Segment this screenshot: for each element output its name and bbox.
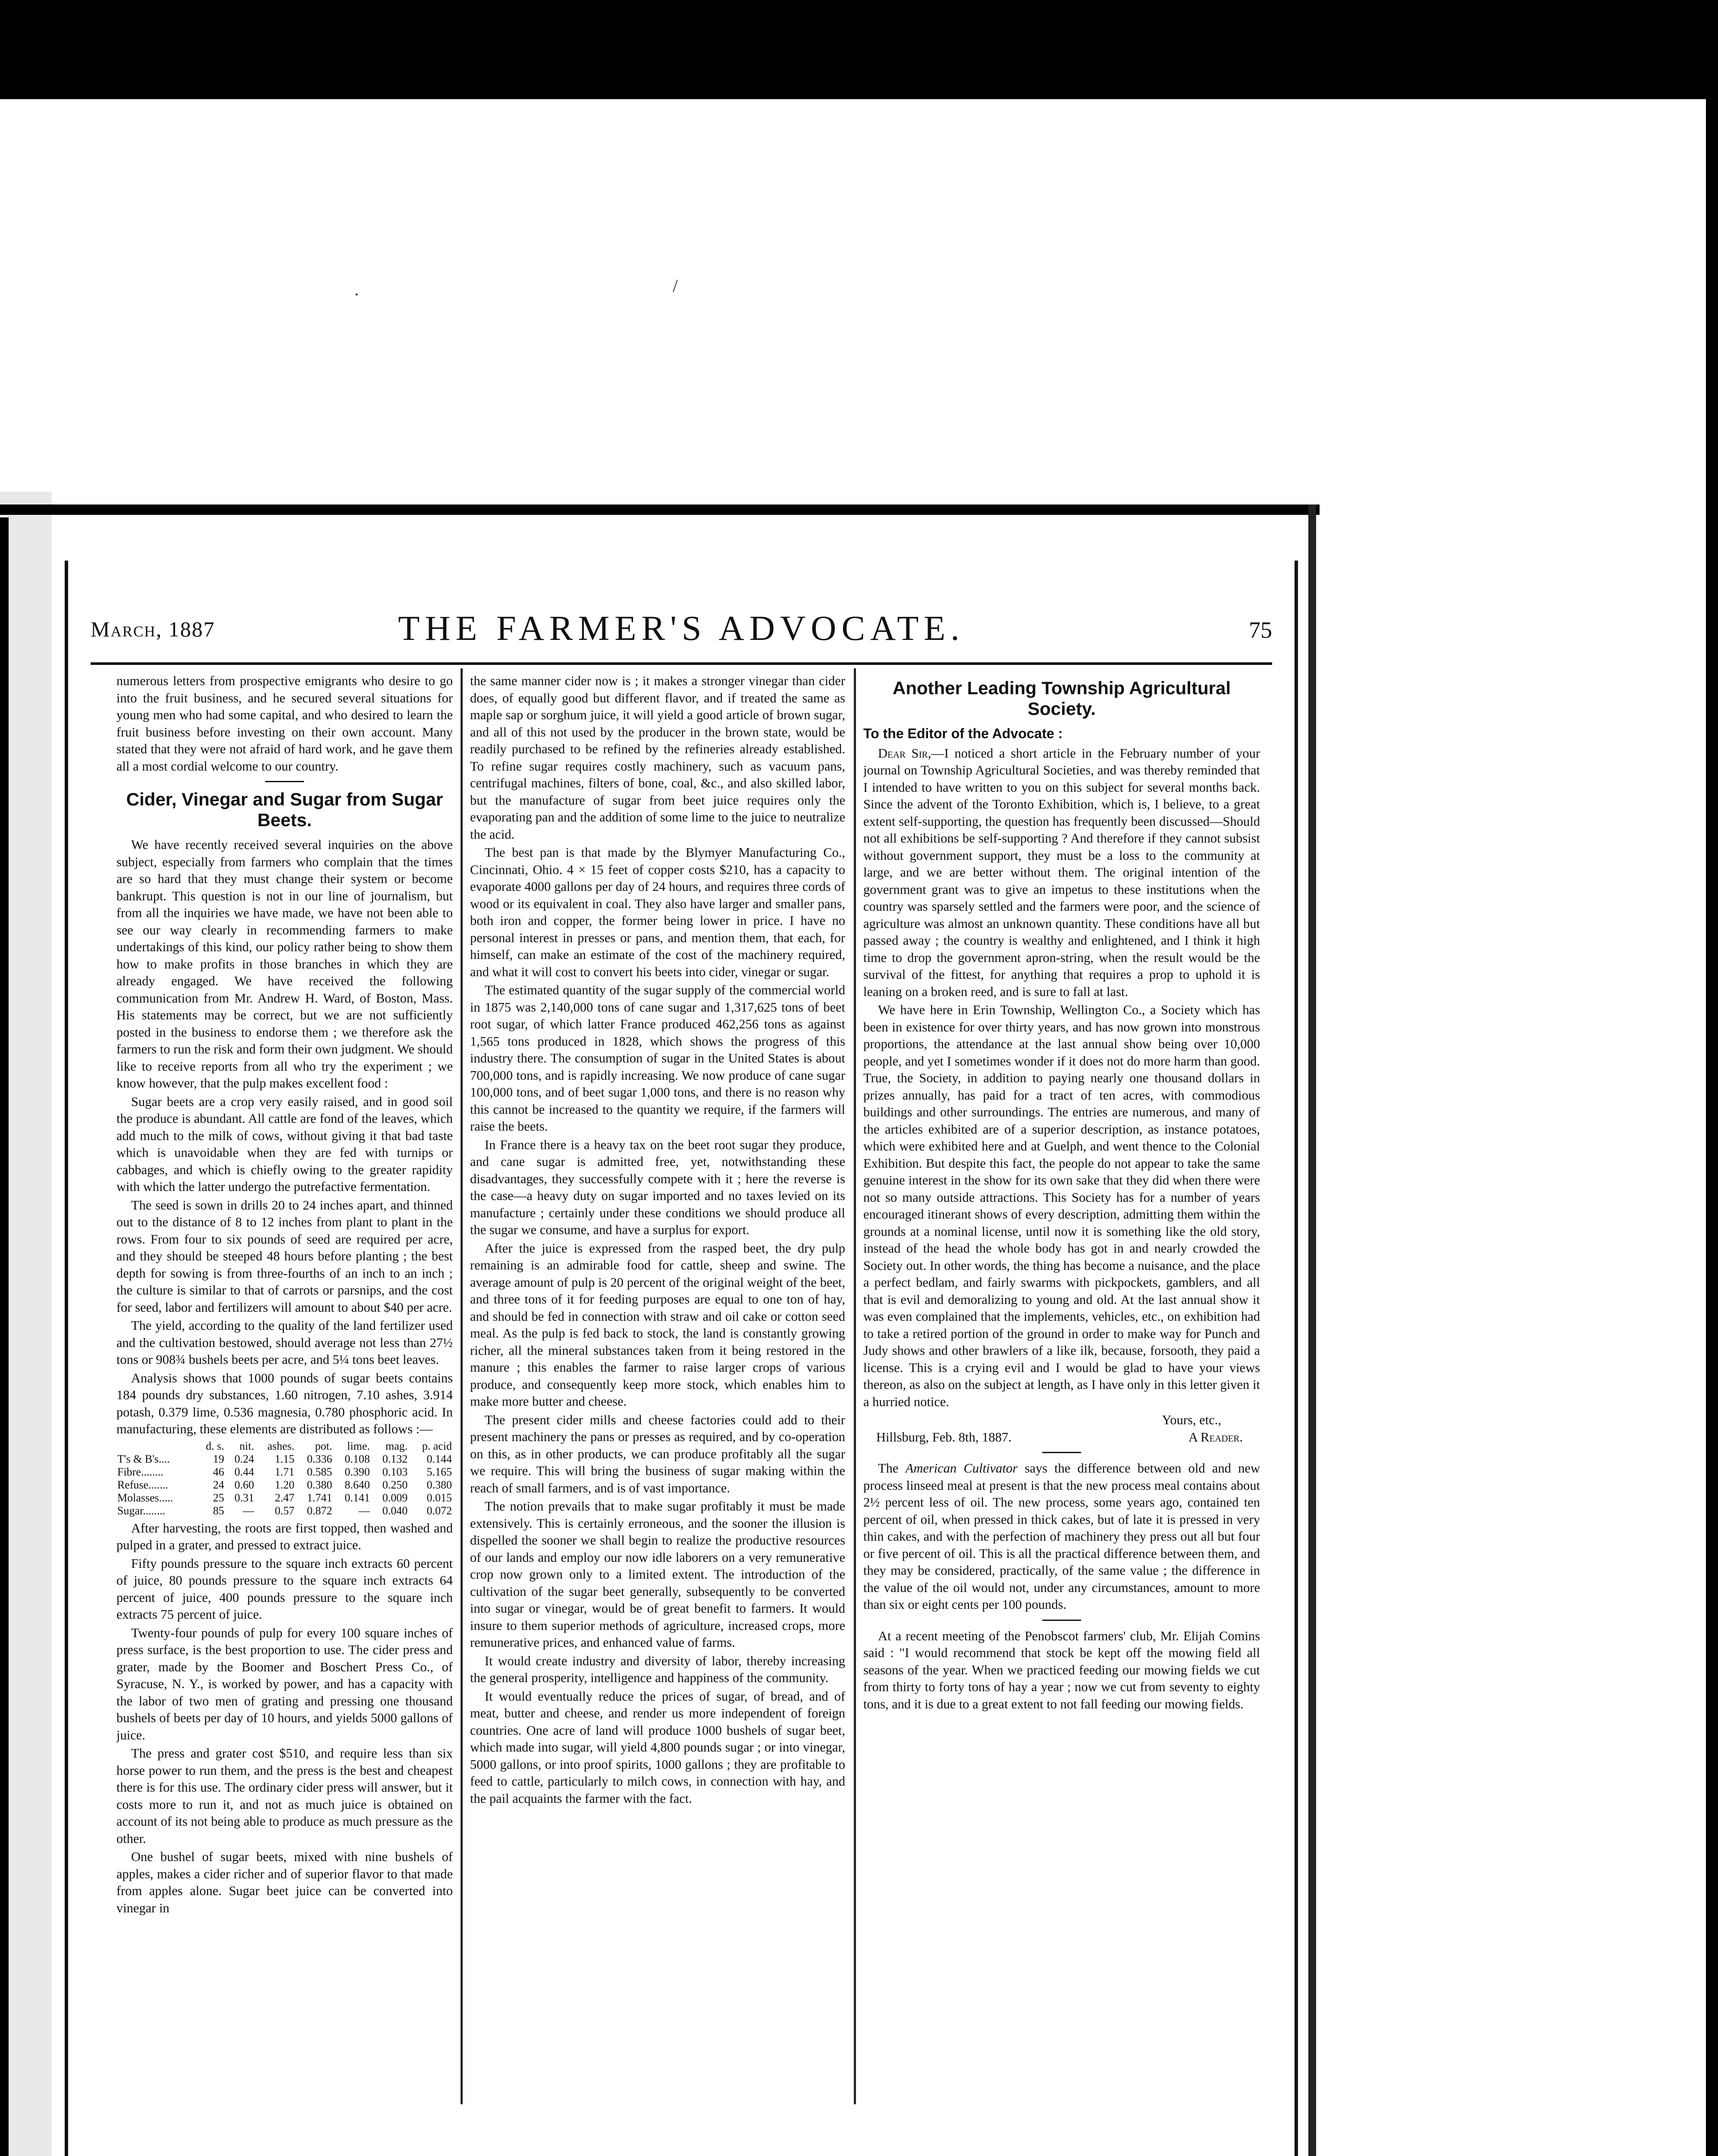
table-cell: 0.24 bbox=[234, 1452, 254, 1465]
column-divider bbox=[854, 668, 856, 2104]
table-cell: 0.108 bbox=[345, 1452, 370, 1465]
analysis-table bbox=[116, 1440, 453, 1517]
table-header: lime. bbox=[347, 1439, 370, 1452]
table-cell: 46 bbox=[213, 1465, 224, 1478]
letter-text: —I noticed a short article in the February number of your journal on Township Agricultural Societies, and was thereby reminded that I intended to have written to you on this subject for several months back. Since the advent of the Toronto Exhibition, which is, I believe, to a great extent self-supporting, the question has frequently been discussed—Should not all exhibitions be self-supporting ? And therefore if they cannot subsist without government support, they must be a loss to the community at large, and we are better without them. The original intention of the government grant was to give an impetus to these institutions when the country was sparsely settled and the farmers were poor, and the science of agriculture was almost an unknown quantity. These conditions have all but passed away ; the country is wealthy and enlightened, and I think it high time to drop the government apron-string, when the result would be the survival of the fittest, for anything that requires a prop to uphold it is leaning on a broken reed, and is sure to fall at last. bbox=[863, 746, 1260, 999]
page-edge-right bbox=[1308, 505, 1316, 2156]
table-cell: — bbox=[358, 1504, 370, 1517]
table-header: p. acid bbox=[422, 1439, 452, 1452]
article-paragraph: Twenty-four pounds of pulp for every 100 square inches of press surface, is the best proportion to use. The cider press and grater, made by the Boomer and Boschert Press Co., of Syracuse, N. Y., is worked by power, and has a capacity with the labor of two men of grating and pressing one thousand bushels of beets per day of 10 hours, and yields 5000 gallons of juice. bbox=[116, 1625, 453, 1742]
article-paragraph: It would create industry and diversity of labor, thereby increasing the general prosperity, intelligence and happiness of the community. bbox=[470, 1653, 845, 1685]
table-header: d. s. bbox=[206, 1439, 224, 1452]
table-cell: 24 bbox=[213, 1478, 224, 1491]
article-paragraph: After harvesting, the roots are first topped, then washed and pulped in a grater, and pressed to extract juice. bbox=[116, 1520, 453, 1552]
article-paragraph: The estimated quantity of the sugar supply of the commercial world in 1875 was 2,140,000 tons of cane sugar and 1,317,625 tons of beet root sugar, of which latter France produced 462,256 tons as against 1,565 tons produced in 1828, which shows the progress of this industry there. The consumption of sugar in the United States is about 700,000 tons, and is rapidly increasing. We now produce of cane sugar 100,000 tons, and of beet sugar 1,000 tons, and there is no reason why this cannot be increased to the quantity we require, if the farmers will raise the beets. bbox=[470, 983, 845, 1134]
cultivator-name: American Cultivator bbox=[905, 1461, 1018, 1476]
letter-paragraph bbox=[863, 745, 1260, 1001]
article-paragraph: The seed is sown in drills 20 to 24 inches apart, and thinned out to the distance of 8 to 12 inches from plant to plant in the rows. From four to six pounds of seed are required per acre, and they should be steeped 48 hours before planting ; the best depth for sowing is from three-fourths of an inch to an inch ; the culture is similar to that of carrots or parsnips, and the cost for seed, labor and fertilizers will amount to about $40 per acre. bbox=[116, 1197, 453, 1315]
table-cell: 5.165 bbox=[426, 1465, 452, 1478]
article-paragraph: We have recently received several inquiries on the above subject, especially from farmers who complain that the times are so hard that they must change their system or become bankrupt. This question is not in our line of journalism, but from all the inquiries we have made, we have not been able to see our way clearly in recommending farmers to make undertakings of this kind, our policy rather being to show them how to make profits in those branches in which they are already engaged. We have received the following communication from Mr. Andrew H. Ward, of Boston, Mass. His statements may be correct, but we are not sufficiently posted in the business to endorse them ; we therefore ask the farmers to run the risk and form their own judgment. We should like to receive reports from all who try the experiment ; we know however, that the pulp makes excellent food : bbox=[116, 837, 453, 1091]
table-cell: 1.15 bbox=[275, 1452, 295, 1465]
article-paragraph: The present cider mills and cheese factories could add to their present machinery the pans or presses as required, and by co-operation on this, as in other products, we can produce profitably all the sugar we require. This will bring the business of sugar making within the reach of small farmers, and is of vast importance. bbox=[470, 1412, 845, 1495]
table-cell: 0.009 bbox=[382, 1491, 408, 1504]
table-row bbox=[116, 1466, 453, 1479]
table-cell: 2.47 bbox=[275, 1491, 295, 1504]
article-paragraph: Analysis shows that 1000 pounds of sugar beets contains 184 pounds dry substances, 1.60 nitrogen, 7.10 ashes, 3.914 potash, 0.379 lime, 0.536 magnesia, 0.780 phosphoric acid. In manufacturing, these elements are distributed as follows :— bbox=[116, 1370, 453, 1436]
masthead-date: March, 1887 bbox=[91, 617, 215, 641]
table-cell: 0.336 bbox=[307, 1452, 332, 1465]
letter-closing: Yours, etc., bbox=[1162, 1413, 1221, 1427]
article-paragraph: The press and grater cost $510, and require less than six horse power to run them, and the press is the best and cheapest there is for this use. The ordinary cider press will answer, but it costs more to run it, and not as much juice is obtained on account of its not being able to produce as much pressure as the other. bbox=[116, 1746, 453, 1846]
column-divider bbox=[461, 668, 463, 2104]
table-cell: 0.015 bbox=[426, 1491, 452, 1504]
article-paragraph: After the juice is expressed from the rasped beet, the dry pulp remaining is an admirable food for cattle, sheep and swine. The average amount of pulp is 20 percent of the original weight of the beet, and three tons of it for feeding purposes are equal to one ton of hay, and should be fed in connection with straw and oil cake or cotton seed meal. As the pulp is fed back to stock, the land is constantly growing richer, all the mineral substances taken from it being restored in the manure ; this enables the farmer to raise larger crops of various produce, and consequently keep more stock, which enables him to make more butter and cheese. bbox=[470, 1241, 845, 1409]
table-cell: T's & B's.... bbox=[117, 1452, 170, 1465]
article-paragraph: numerous letters from prospective emigrants who desire to go into the fruit business, and he secured several situations for young men who had some capital, and who desired to learn the fruit business before investing on their own account. Many stated that they were not afraid of hard work, and he gave them all a most cordial welcome to our country. bbox=[116, 674, 453, 774]
article-paragraph: One bushel of sugar beets, mixed with nine bushels of apples, makes a cider richer and of superior flavor to that made from apples alone. Sugar beet juice can be converted into vinegar in bbox=[116, 1849, 453, 1915]
article-paragraph: Sugar beets are a crop very easily raised, and in good soil the produce is abundant. All cattle are fond of the leaves, which add much to the milk of cows, without giving it that bad taste which is unavoidable when they are fed with turnips or cabbages, and which is chiefly owing to the greater rapidity with which the latter undergo the putrefactive fermentation. bbox=[116, 1094, 453, 1194]
table-cell: 0.390 bbox=[345, 1465, 370, 1478]
newspaper-page bbox=[65, 561, 1298, 2156]
table-cell: 0.31 bbox=[234, 1491, 254, 1504]
table-cell: 1.20 bbox=[275, 1478, 295, 1491]
table-header: ashes. bbox=[267, 1439, 295, 1452]
table-cell: 0.44 bbox=[234, 1465, 254, 1478]
article-paragraph: In France there is a heavy tax on the beet root sugar they produce, and cane sugar is admitted free, yet, notwithstanding these disadvantages, they successfully compete with it ; here the reverse is the case—a heavy duty on sugar imported and no taxes levied on its manufacture ; certainly under these conditions we should produce all the sugar we consume, and have a surplus for export. bbox=[470, 1137, 845, 1237]
to-the-editor-line: To the Editor of the Advocate : bbox=[863, 726, 1063, 741]
table-header-row bbox=[116, 1440, 453, 1453]
table-cell: 0.132 bbox=[382, 1452, 408, 1465]
masthead bbox=[91, 608, 1272, 660]
table-cell: 0.103 bbox=[382, 1465, 408, 1478]
table-header: mag. bbox=[386, 1439, 408, 1452]
page-edge-top bbox=[0, 505, 1320, 515]
letter-place-date: Hillsburg, Feb. 8th, 1887. bbox=[876, 1429, 1012, 1445]
salutation: Dear Sir, bbox=[878, 746, 931, 761]
table-cell: 0.380 bbox=[426, 1478, 452, 1491]
table-cell: 0.250 bbox=[382, 1478, 408, 1491]
column-2 bbox=[470, 673, 845, 2109]
page-number: 75 bbox=[1249, 617, 1272, 643]
table-cell: Refuse....... bbox=[117, 1478, 168, 1491]
table-cell: 1.741 bbox=[307, 1491, 332, 1504]
letter-signature: A Reader. bbox=[1188, 1429, 1243, 1445]
article-paragraph: The yield, according to the quality of the land fertilizer used and the cultivation bestowed, should average not less than 27½ tons or 908¾ bushels beets per acre, and 5¼ tons beet leaves. bbox=[116, 1318, 453, 1367]
article-paragraph: The notion prevails that to make sugar profitably it must be made extensively. This is certainly erroneous, and the sooner the illusion is dispelled the sooner we shall begin to realize the productive resources of our lands and employ our now idle laborers on a very remunerative crop now grown only to a limited extent. The introduction of the cultivation of the sugar beet generally, subsequently to be converted into sugar or vinegar, would be of great benefit to farmers. It would insure to them superior methods of agriculture, increased crops, more remunerative prices, and enhanced value of farms. bbox=[470, 1499, 845, 1650]
masthead-title: THE FARMER'S ADVOCATE. bbox=[398, 608, 965, 648]
letter-paragraph: We have here in Erin Township, Wellington Co., a Society which has been in existence for over thirty years, and has now grown into monstrous proportions, the attendance at the last annual show being over 10,000 people, and yet I sometimes wonder if it does not do more harm than good. True, the Society, in addition to paying nearly one thousand dollars in prizes annually, has paid for a tract of ten acres, with commodious buildings and other surroundings. The entries are numerous, and many of the articles exhibited are of a superior description, as instance potatoes, which were exhibited here and at Guelph, and went thence to the Colonial Exhibition. But despite this fact, the people do not appear to take the same genuine interest in the show for its own sake that they did when there were not so many outside attractions. This Society has for a number of years encouraged itinerant shows of every description, admitting them within the grounds at a nominal license, until now it is something like the old story, instead of the head the whole body has got in and nearly crowded the Society out. In other words, the thing has become a nuisance, and the place a perfect bedlam, and fairly swarms with pickpockets, gamblers, and all that is evil and demoralizing to young and old. At the last annual show it was even complained that the implements, vehicles, etc., on exhibition had to take a retired portion of the ground in order to make way for Punch and Judy shows and other brawlers of a like ilk, because, forsooth, they paid a license. This is a crying evil and I would be glad to have your views thereon, as also on the subject at length, as I have only in this letter given it a hurried notice. bbox=[863, 1003, 1260, 1409]
article-paragraph: The best pan is that made by the Blymyer Manufacturing Co., Cincinnati, Ohio. 4 × 15 feet of copper costs $210, has a capacity to evaporate 4000 gallons per day of 24 hours, and requires three cords of wood or its equivalent in coal. They also have larger and smaller pans, both iron and copper, the former being lower in price. I have no personal interest in presses or pans, and mention them, that each, for himself, can make an estimate of the cost of the machinery required, and what it will cost to convert his beets into cider, vinegar or sugar. bbox=[470, 845, 845, 979]
table-cell: 0.585 bbox=[307, 1465, 332, 1478]
table-cell: 0.60 bbox=[234, 1478, 254, 1491]
table-header bbox=[116, 1440, 197, 1453]
paper-speck: · bbox=[354, 285, 360, 305]
section-dash bbox=[265, 781, 304, 782]
table-cell: 0.57 bbox=[275, 1504, 295, 1517]
table-header: nit. bbox=[239, 1439, 254, 1452]
article-paragraph: At a recent meeting of the Penobscot farmers' club, Mr. Elijah Comins said : "I would recommend that stock be kept off the mowing field all seasons of the year. When we practiced feeding our mowing fields we cut from thirty to forty tons of hay a year ; now we cut from seventy to eighty tons, and it is due to a great extent to not fall feeding our mowing fields. bbox=[863, 1628, 1260, 1711]
scan-border-top bbox=[0, 0, 1718, 99]
table-cell: 0.141 bbox=[345, 1491, 370, 1504]
masthead-rule bbox=[91, 662, 1272, 665]
table-cell: 25 bbox=[213, 1491, 224, 1504]
scan-border-left bbox=[0, 517, 9, 2156]
table-cell: Sugar........ bbox=[117, 1504, 166, 1517]
table-cell: 0.040 bbox=[382, 1504, 408, 1517]
article-paragraph: It would eventually reduce the prices of sugar, of bread, and of meat, butter and cheese, and render us more independent of foreign countries. One acre of land will produce 1000 bushels of sugar beet, which made into sugar, will yield 4,800 pounds sugar ; or into vinegar, 5000 gallons, or into proof spirits, 1000 gallons ; they are profitable to feed to cattle, particularly to milch cows, in connection with hay, and the pail acquaints the farmer with the fact. bbox=[470, 1689, 845, 1806]
table-row bbox=[116, 1479, 453, 1492]
article-paragraph bbox=[863, 1460, 1260, 1614]
letter-signature-row bbox=[863, 1429, 1260, 1446]
article-paragraph: Fifty pounds pressure to the square inch extracts 60 percent of juice, 80 pounds pressure to the square inch extracts 64 percent of juice, 400 pounds pressure to the square inch extracts 75 percent of juice. bbox=[116, 1556, 453, 1622]
section-dash bbox=[1042, 1620, 1081, 1621]
column-3 bbox=[863, 673, 1260, 2109]
section-dash bbox=[1042, 1452, 1081, 1453]
cultivator-pre: The bbox=[878, 1461, 906, 1476]
table-cell: 1.71 bbox=[275, 1465, 295, 1478]
table-cell: 19 bbox=[213, 1452, 224, 1465]
cultivator-text: says the difference between old and new process linseed meal at present is that the new process meal contains about 2½ percent less of oil. The new process, some years ago, contained ten percent of oil, when pressed in thick cakes, but of late it is pressed in very thin cakes, and with the perfection of machinery they press out all but four or five percent of oil. This is all the practical difference between them, and they may be considered, practically, of the same value ; the difference in the value of the oil would not, under any circumstances, amount to more than six or eight cents per 100 pounds. bbox=[863, 1461, 1260, 1612]
table-header: pot. bbox=[315, 1439, 332, 1452]
article-paragraph: the same manner cider now is ; it makes a stronger vinegar than cider does, of equally good but different flavor, and if treated the same as maple sap or sorghum juice, it will yield a good article of brown sugar, and all of this not used by the producer in the brown state, would be readily purchased to be refined by the refineries already established. To refine sugar requires costly machinery, such as vacuum pans, centrifugal machines, filters of bone, coal, &c., and also skilled labor, but the manufacture of sugar from beet juice requires only the evaporating pan and the addition of some lime to the juice to neutralize the acid. bbox=[470, 674, 845, 842]
table-cell: 0.072 bbox=[426, 1504, 452, 1517]
table-row bbox=[116, 1453, 453, 1466]
article-heading-cider: Cider, Vinegar and Sugar from Sugar Beets. bbox=[126, 789, 443, 830]
table-cell: Molasses..... bbox=[117, 1491, 173, 1504]
table-row bbox=[116, 1492, 453, 1504]
table-cell: Fibre........ bbox=[117, 1465, 163, 1478]
table-cell: 0.380 bbox=[307, 1478, 332, 1491]
scan-border-right bbox=[1706, 0, 1718, 2156]
paper-speck: / bbox=[673, 276, 678, 296]
article-heading-agricultural-society: Another Leading Township Agricultural Society. bbox=[893, 678, 1231, 719]
table-cell: 0.872 bbox=[307, 1504, 332, 1517]
table-cell: 85 bbox=[213, 1504, 224, 1517]
table-row bbox=[116, 1504, 453, 1517]
table-cell: 0.144 bbox=[426, 1452, 452, 1465]
table-cell: — bbox=[243, 1504, 254, 1517]
column-1 bbox=[116, 673, 453, 2109]
table-cell: 8.640 bbox=[345, 1478, 370, 1491]
